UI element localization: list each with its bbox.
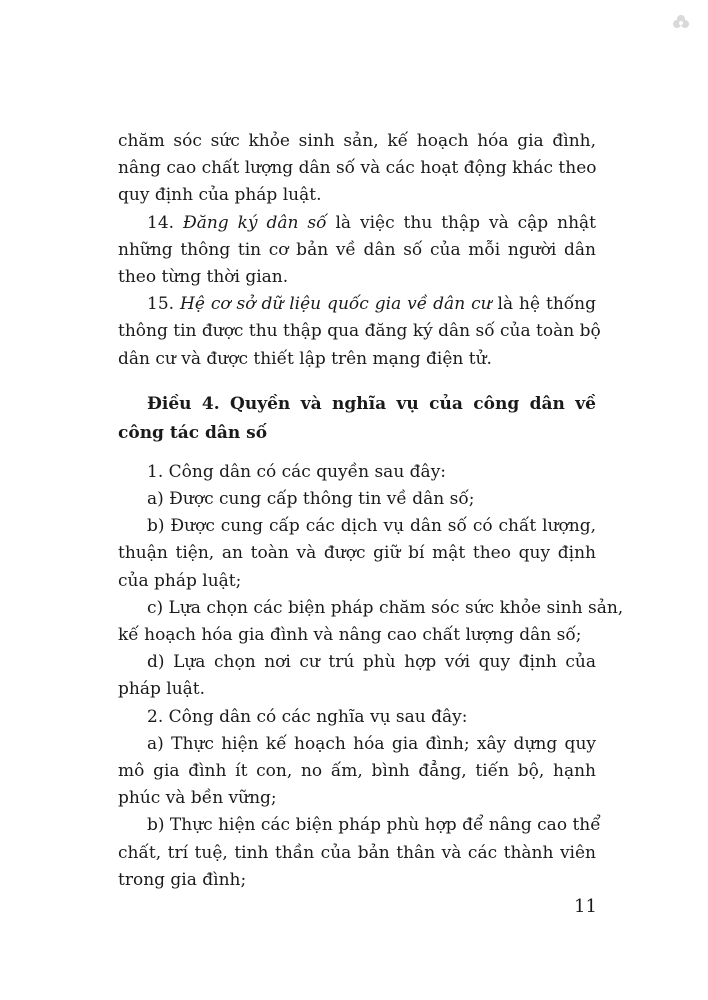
rights-item-b: b) Được cung cấp các dịch vụ dân số có chất lượng, xyxy=(147,516,596,537)
defined-term: Hệ cơ sở dữ liệu quốc gia về dân cư xyxy=(180,294,492,315)
text-line: những thông tin cơ bản về dân số của mỗi người dân xyxy=(118,239,596,260)
defined-term: Đăng ký dân số xyxy=(183,212,327,233)
duties-item-a: a) Thực hiện kế hoạch hóa gia đình; xây dựng quy xyxy=(147,733,596,754)
clover-mark-icon xyxy=(672,14,690,32)
rights-intro: 1. Công dân có các quyền sau đây: xyxy=(147,461,447,482)
item-15-line-1: 15. Hệ cơ sở dữ liệu quốc gia về dân cư là hệ thống xyxy=(147,294,597,315)
duties-item-b: b) Thực hiện các biện pháp phù hợp để nâng cao thể xyxy=(147,815,601,836)
text-line: phúc và bền vững; xyxy=(118,788,277,809)
text-line: dân cư và được thiết lập trên mạng điện tử. xyxy=(118,348,492,369)
text-line: của pháp luật; xyxy=(118,570,242,591)
text-line: theo từng thời gian. xyxy=(118,267,289,288)
text-line: thông tin được thu thập qua đăng ký dân số của toàn bộ xyxy=(118,321,601,342)
text-line: quy định của pháp luật. xyxy=(118,185,322,206)
text-line: thuận tiện, an toàn và được giữ bí mật theo quy định xyxy=(118,543,596,564)
rights-item-a: a) Được cung cấp thông tin về dân số; xyxy=(147,489,475,510)
text-line: chăm sóc sức khỏe sinh sản, kế hoạch hóa gia đình, xyxy=(118,131,596,151)
item-14-line-1: 14. Đăng ký dân số là việc thu thập và cập nhật xyxy=(147,212,596,233)
page-body xyxy=(118,128,624,894)
rights-item-c: c) Lựa chọn các biện pháp chăm sóc sức khỏe sinh sản, xyxy=(147,597,624,618)
text-line: mô gia đình ít con, no ấm, bình đẳng, tiến bộ, hạnh xyxy=(118,761,596,782)
duties-intro: 2. Công dân có các nghĩa vụ sau đây: xyxy=(147,706,468,727)
text-line: trong gia đình; xyxy=(118,869,247,890)
article-title-line-2: công tác dân số xyxy=(118,422,268,443)
text-line: kế hoạch hóa gia đình và nâng cao chất lượng dân số; xyxy=(118,625,582,646)
article-heading xyxy=(118,390,596,448)
rights-item-d: d) Lựa chọn nơi cư trú phù hợp với quy định của xyxy=(147,652,596,673)
text-line: pháp luật. xyxy=(118,679,206,700)
text-line: chất, trí tuệ, tinh thần của bản thân và các thành viên xyxy=(118,842,596,863)
text-line: nâng cao chất lượng dân số và các hoạt động khác theo xyxy=(118,158,597,179)
page-number: 11 xyxy=(574,896,597,917)
article-title-line-1: Điều 4. Quyền và nghĩa vụ của công dân về xyxy=(147,393,596,414)
